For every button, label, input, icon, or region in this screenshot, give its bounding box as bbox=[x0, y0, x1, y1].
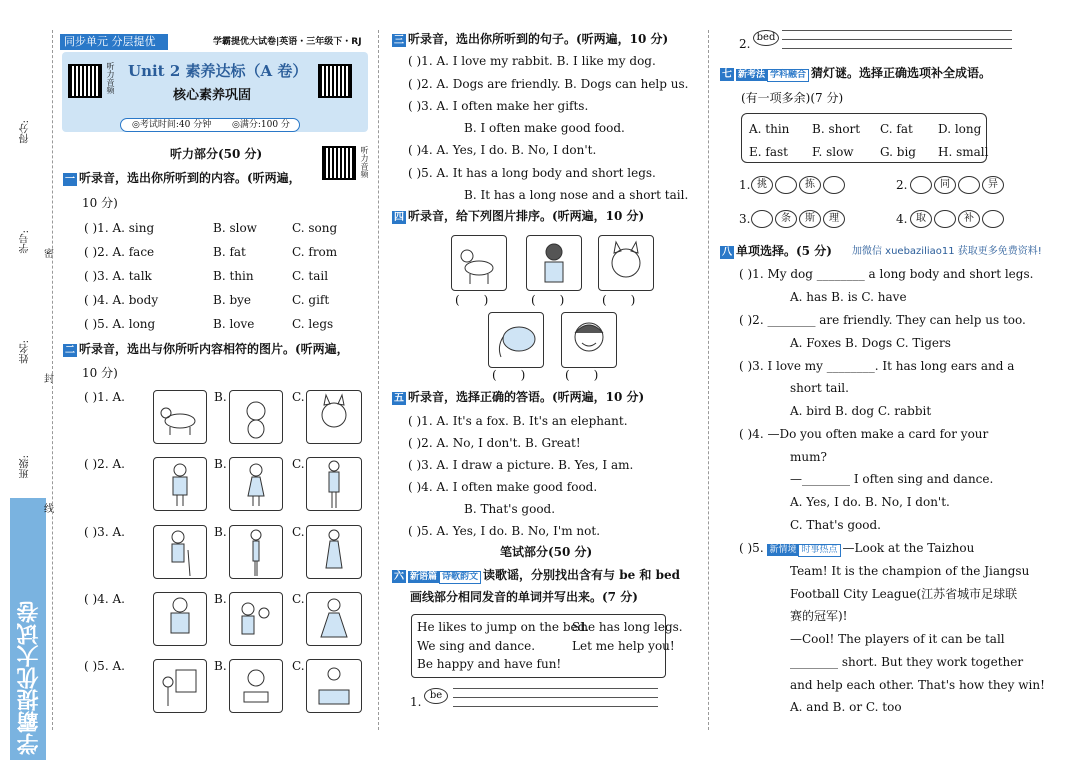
s2-q4: ( )4. A. bbox=[84, 592, 125, 606]
lantern-char: 取 bbox=[910, 210, 932, 228]
series-label: 学霸提优大试卷|英语・三年级下・RJ bbox=[213, 37, 362, 47]
unit-title: Unit 2 素养达标（A 卷） bbox=[128, 62, 308, 80]
lantern-blank[interactable] bbox=[982, 210, 1004, 228]
answer-2-number: 2. bbox=[739, 37, 751, 51]
s8-line-12: C. That's good. bbox=[790, 518, 881, 532]
section-4-title: 听录音，给下列图片排序。(听两遍，10 分) bbox=[408, 209, 645, 223]
image-tall-man bbox=[306, 457, 362, 511]
image-cat bbox=[598, 235, 654, 291]
s3-line-6: ( )5. A. It has a long body and short legs. bbox=[408, 166, 656, 180]
s1-q1-a: ( )1. A. sing bbox=[84, 221, 155, 235]
s2-label-c: C. bbox=[292, 390, 305, 404]
option-b: B. short bbox=[812, 122, 861, 136]
image-boy-face bbox=[561, 312, 617, 368]
image-girl-rabbit bbox=[526, 235, 582, 291]
image-elephant bbox=[488, 312, 544, 368]
image-woman bbox=[306, 525, 362, 579]
qr-label-2: 听力音频 bbox=[360, 146, 369, 178]
section-5-title: 听录音，选择正确的答语。(听两遍，10 分) bbox=[408, 390, 645, 404]
section-2-points: 10 分) bbox=[82, 366, 118, 380]
image-cat-2 bbox=[306, 390, 362, 444]
lantern-blank[interactable] bbox=[934, 210, 956, 228]
image-mother bbox=[153, 592, 207, 646]
section-2-number: 二 bbox=[65, 345, 75, 356]
image-boy bbox=[153, 457, 207, 511]
section-6-title: 读歌谣，分别找出含有与 be 和 bed bbox=[483, 568, 681, 582]
s8-line-7: A. bird B. dog C. rabbit bbox=[790, 404, 932, 418]
s2-label-c: C. bbox=[292, 659, 305, 673]
lantern-char: 拣 bbox=[799, 176, 821, 194]
s8-line-5: ( )3. I love my ________. It has long ears and a bbox=[739, 359, 1015, 373]
tag-current-events: 时事热点 bbox=[798, 544, 840, 557]
section-2-title: 听录音，选出与你所听内容相符的图片。(听两遍， bbox=[79, 342, 349, 356]
column-divider bbox=[378, 30, 379, 730]
s1-q2-c: C. from bbox=[292, 245, 338, 259]
write-line[interactable] bbox=[782, 48, 1012, 49]
section-1-points: 10 分) bbox=[82, 196, 118, 210]
option-h: H. small bbox=[938, 145, 989, 159]
section-3-number: 三 bbox=[394, 35, 404, 46]
section-6-title-2: 画线部分相同发音的单词并写出来。(7 分) bbox=[410, 590, 638, 604]
q5-line-4: 赛的冠军)! bbox=[790, 609, 848, 623]
option-e: E. fast bbox=[749, 145, 788, 159]
s2-label-b: B. bbox=[214, 457, 227, 471]
option-g: G. big bbox=[880, 145, 916, 159]
qr-label: 听力音频 bbox=[106, 62, 115, 94]
option-f: F. slow bbox=[812, 145, 854, 159]
s8-line-10: —________ I often sing and dance. bbox=[790, 472, 994, 486]
s3-line-3: ( )3. A. I often make her gifts. bbox=[408, 99, 589, 113]
section-4-number: 四 bbox=[394, 212, 404, 223]
lantern-char: 补 bbox=[958, 210, 980, 228]
section-7-title: 猜灯谜。选择正确选项补全成语。 bbox=[811, 66, 992, 80]
listening-title: 听力部分(50 分) bbox=[170, 147, 263, 161]
image-painting bbox=[153, 659, 207, 713]
order-blank: ( ) bbox=[531, 293, 565, 307]
section-7-title-2: (有一项多余)(7 分) bbox=[741, 91, 844, 105]
image-thin-person bbox=[229, 525, 283, 579]
s2-label-c: C. bbox=[292, 592, 305, 606]
subtitle: 核心素养巩固 bbox=[173, 88, 252, 103]
seal-mark: 密 bbox=[44, 249, 54, 260]
q5-prefix: ( )5. bbox=[739, 541, 764, 555]
qr-code-2 bbox=[318, 64, 352, 98]
lantern-blank[interactable] bbox=[958, 176, 980, 194]
s8-line-3: ( )2. ________ are friendly. They can help us too. bbox=[739, 313, 1026, 327]
s3-line-4: B. I often make good food. bbox=[464, 121, 625, 135]
image-girl bbox=[229, 457, 283, 511]
lantern-char: 斯 bbox=[799, 210, 821, 228]
s1-q3-a: ( )3. A. talk bbox=[84, 269, 152, 283]
s1-q5-b: B. love bbox=[213, 317, 255, 331]
lantern-char: 理 bbox=[823, 210, 845, 228]
s1-q2-a: ( )2. A. face bbox=[84, 245, 155, 259]
section-7-number: 七 bbox=[722, 69, 732, 80]
s3-line-5: ( )4. A. Yes, I do. B. No, I don't. bbox=[408, 143, 597, 157]
writing-title: 笔试部分(50 分) bbox=[500, 545, 593, 559]
s1-q4-b: B. bye bbox=[213, 293, 252, 307]
s1-q5-c: C. legs bbox=[292, 317, 334, 331]
section-5-number: 五 bbox=[394, 393, 404, 404]
q5-options: A. and B. or C. too bbox=[790, 700, 902, 714]
image-dog bbox=[451, 235, 507, 291]
binding-line bbox=[52, 30, 53, 730]
s1-q3-c: C. tail bbox=[292, 269, 329, 283]
class-label: 班级: bbox=[20, 455, 31, 479]
image-drawing-girl bbox=[229, 659, 283, 713]
image-family bbox=[229, 592, 283, 646]
seal-mark-3: 线 bbox=[44, 504, 54, 515]
qr-code-3 bbox=[322, 146, 356, 180]
section-8-title: 单项选择。(5 分) bbox=[736, 244, 832, 258]
poem-line-2: She has long legs. bbox=[572, 620, 683, 634]
tag-new-context: 新情境 bbox=[769, 545, 797, 555]
s2-label-b: B. bbox=[214, 592, 227, 606]
s2-label-c: B. bbox=[214, 659, 227, 673]
lantern-char: 挑 bbox=[751, 176, 773, 194]
s2-label-b: B. bbox=[214, 390, 227, 404]
order-blank: ( ) bbox=[602, 293, 636, 307]
s1-q1-c: C. song bbox=[292, 221, 338, 235]
s8-line-8: ( )4. —Do you often make a card for your bbox=[739, 427, 989, 441]
qr-code bbox=[68, 64, 102, 98]
write-line[interactable] bbox=[453, 688, 658, 689]
poem-line-4: Let me help you! bbox=[572, 639, 675, 653]
lantern-char: 异 bbox=[982, 176, 1004, 194]
s1-q2-b: B. fat bbox=[213, 245, 246, 259]
lantern-4-number: 4. bbox=[896, 212, 908, 226]
exam-time: ◎考试时间:40 分钟 bbox=[132, 120, 212, 130]
s1-q4-c: C. gift bbox=[292, 293, 330, 307]
s5-line-4: ( )4. A. I often make good food. bbox=[408, 480, 598, 494]
lantern-blank[interactable] bbox=[775, 176, 797, 194]
section-1-number: 一 bbox=[65, 174, 75, 185]
image-dancing-girl bbox=[306, 592, 362, 646]
ribbon: 同步单元 分层提优 bbox=[60, 34, 168, 50]
s8-line-1: ( )1. My dog ________ a long body and short legs. bbox=[739, 267, 1034, 281]
option-a: A. thin bbox=[749, 122, 790, 136]
s3-line-7: B. It has a long nose and a short tail. bbox=[464, 188, 689, 202]
s8-line-9: mum? bbox=[790, 450, 827, 464]
s5-line-3: ( )3. A. I draw a picture. B. Yes, I am. bbox=[408, 458, 634, 472]
s2-q2: ( )2. A. bbox=[84, 457, 125, 471]
column-divider-2 bbox=[708, 30, 709, 730]
order-blank: ( ) bbox=[492, 368, 526, 382]
s2-q5: ( )5. A. bbox=[84, 659, 125, 673]
s3-line-1: ( )1. A. I love my rabbit. B. I like my dog. bbox=[408, 54, 656, 68]
s2-label-c: C. bbox=[292, 525, 305, 539]
write-line[interactable] bbox=[453, 697, 658, 698]
s3-line-2: ( )2. A. Dogs are friendly. B. Dogs can help us. bbox=[408, 77, 689, 91]
poem-line-1: He likes to jump on the bed. bbox=[417, 620, 590, 634]
s8-line-2: A. has B. is C. have bbox=[790, 290, 907, 304]
s5-line-1: ( )1. A. It's a fox. B. It's an elephant. bbox=[408, 414, 628, 428]
s1-q4-a: ( )4. A. body bbox=[84, 293, 159, 307]
student-id-label: 学号: bbox=[20, 230, 31, 254]
s2-label-c: C. bbox=[292, 457, 305, 471]
write-line[interactable] bbox=[782, 30, 1012, 31]
lantern-char: 条 bbox=[775, 210, 797, 228]
write-line[interactable] bbox=[782, 39, 1012, 40]
score-label: 得分: bbox=[20, 120, 31, 144]
lantern-blank[interactable] bbox=[910, 176, 932, 194]
lantern-blank[interactable] bbox=[823, 176, 845, 194]
tag-poem: 诗歌韵文 bbox=[439, 571, 481, 584]
seal-mark-2: 封 bbox=[44, 374, 54, 385]
q5-line-5: —Cool! The players of it can be tall bbox=[790, 632, 1005, 646]
write-line[interactable] bbox=[453, 706, 658, 707]
s8-line-11: A. Yes, I do. B. No, I don't. bbox=[790, 495, 950, 509]
image-cooking bbox=[306, 659, 362, 713]
s8-line-4: A. Foxes B. Dogs C. Tigers bbox=[790, 336, 951, 350]
q5-line-1: —Look at the Taizhou bbox=[842, 541, 975, 555]
lantern-1-number: 1. bbox=[739, 178, 751, 192]
order-blank: ( ) bbox=[455, 293, 489, 307]
s1-q5-a: ( )5. A. long bbox=[84, 317, 156, 331]
lantern-char: 同 bbox=[934, 176, 956, 194]
image-dog bbox=[153, 390, 207, 444]
s8-line-6: short tail. bbox=[790, 381, 849, 395]
s1-q3-b: B. thin bbox=[213, 269, 254, 283]
q5-line-2: Team! It is the champion of the Jiangsu bbox=[790, 564, 1030, 578]
exam-full: ◎满分:100 分 bbox=[232, 120, 290, 130]
tag-interdisciplinary: 学科融合 bbox=[767, 69, 809, 82]
s5-line-5: B. That's good. bbox=[464, 502, 556, 516]
section-8-number: 八 bbox=[722, 247, 732, 258]
q5-line-7: and help each other. That's how they win! bbox=[790, 678, 1045, 692]
brand-text: 学霸提优大试卷 bbox=[17, 601, 42, 755]
s5-line-2: ( )2. A. No, I don't. B. Great! bbox=[408, 436, 581, 450]
bubble-bed: bed bbox=[753, 30, 779, 46]
option-d: D. long bbox=[938, 122, 982, 136]
option-c: C. fat bbox=[880, 122, 913, 136]
promo-note: 加微信 xuebaziliao11 获取更多免费资料! bbox=[852, 246, 1042, 257]
s1-q1-b: B. slow bbox=[213, 221, 257, 235]
poem-line-3: We sing and dance. bbox=[417, 639, 536, 653]
image-old-man bbox=[153, 525, 207, 579]
section-1-title: 听录音，选出你所听到的内容。(听两遍， bbox=[79, 171, 301, 185]
tag-new-method: 新考法 bbox=[738, 70, 766, 80]
q5-line-6: ________ short. But they work together bbox=[790, 655, 1024, 669]
tag-new-text: 新语篇 bbox=[410, 572, 438, 582]
section-6-number: 六 bbox=[394, 571, 404, 582]
image-cat bbox=[229, 390, 283, 444]
lantern-blank[interactable] bbox=[751, 210, 773, 228]
order-blank: ( ) bbox=[565, 368, 599, 382]
name-label: 姓名: bbox=[20, 340, 31, 364]
answer-1-number: 1. bbox=[410, 695, 422, 709]
s2-label-b: B. bbox=[214, 525, 227, 539]
s5-line-6: ( )5. A. Yes, I do. B. No, I'm not. bbox=[408, 524, 601, 538]
bubble-be: be bbox=[424, 688, 448, 704]
q5-line-3: Football City League(江苏省城市足球联 bbox=[790, 587, 1018, 601]
s2-q1: ( )1. A. bbox=[84, 390, 125, 404]
lantern-2-number: 2. bbox=[896, 178, 908, 192]
lantern-3-number: 3. bbox=[739, 212, 751, 226]
s2-q3: ( )3. A. bbox=[84, 525, 125, 539]
poem-line-5: Be happy and have fun! bbox=[417, 657, 562, 671]
section-3-title: 听录音，选出你所听到的句子。(听两遍，10 分) bbox=[408, 32, 669, 46]
